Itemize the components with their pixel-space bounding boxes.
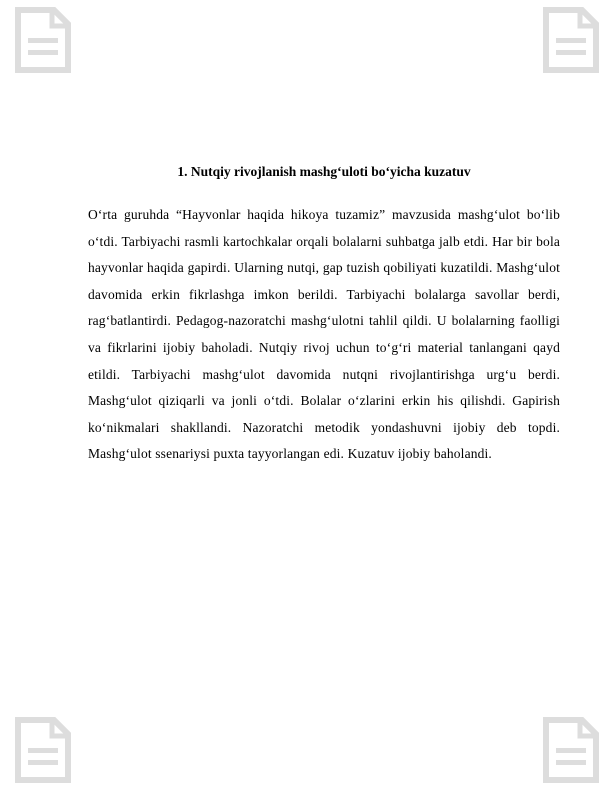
document-watermark-icon bbox=[8, 6, 76, 74]
document-watermark-icon bbox=[536, 716, 604, 784]
document-page bbox=[88, 162, 560, 468]
document-watermark-icon bbox=[8, 716, 76, 784]
document-watermark-icon bbox=[536, 6, 604, 74]
section-title: 1. Nutqiy rivojlanish mashg‘uloti bo‘yicha kuzatuv bbox=[177, 164, 471, 179]
body-paragraph: O‘rta guruhda “Hayvonlar haqida hikoya tuzamiz” mavzusida mashg‘ulot bo‘lib o‘tdi. Tarbiyachi rasmli kartochkalar orqali bolalarni suhbatga jalb etdi. Har bir bola hayvonlar haqida gapirdi. Ularning nutqi, gap tuzish qobiliyati kuzatildi. Mashg‘ulot davomida erkin fikrlashga imkon berildi. Tarbiyachi bolalarga savollar berdi, rag‘batlantirdi. Pedagog-nazoratchi mashg‘ulotni tahlil qildi. U bolalarning faolligi va fikrlarini ijobiy baholadi. Nutqiy rivoj uchun to‘g‘ri material tanlangani qayd etildi. Tarbiyachi mashg‘ulot davomida nutqni rivojlantirishga urg‘u berdi. Mashg‘ulot qiziqarli va jonli o‘tdi. Bolalar o‘zlarini erkin his qilishdi. Gapirish ko‘nikmalari shakllandi. Nazoratchi metodik yondashuvni ijobiy deb topdi. Mashg‘ulot ssenariysi puxta tayyorlangan edi. Kuzatuv ijobiy baholandi. bbox=[88, 207, 560, 462]
